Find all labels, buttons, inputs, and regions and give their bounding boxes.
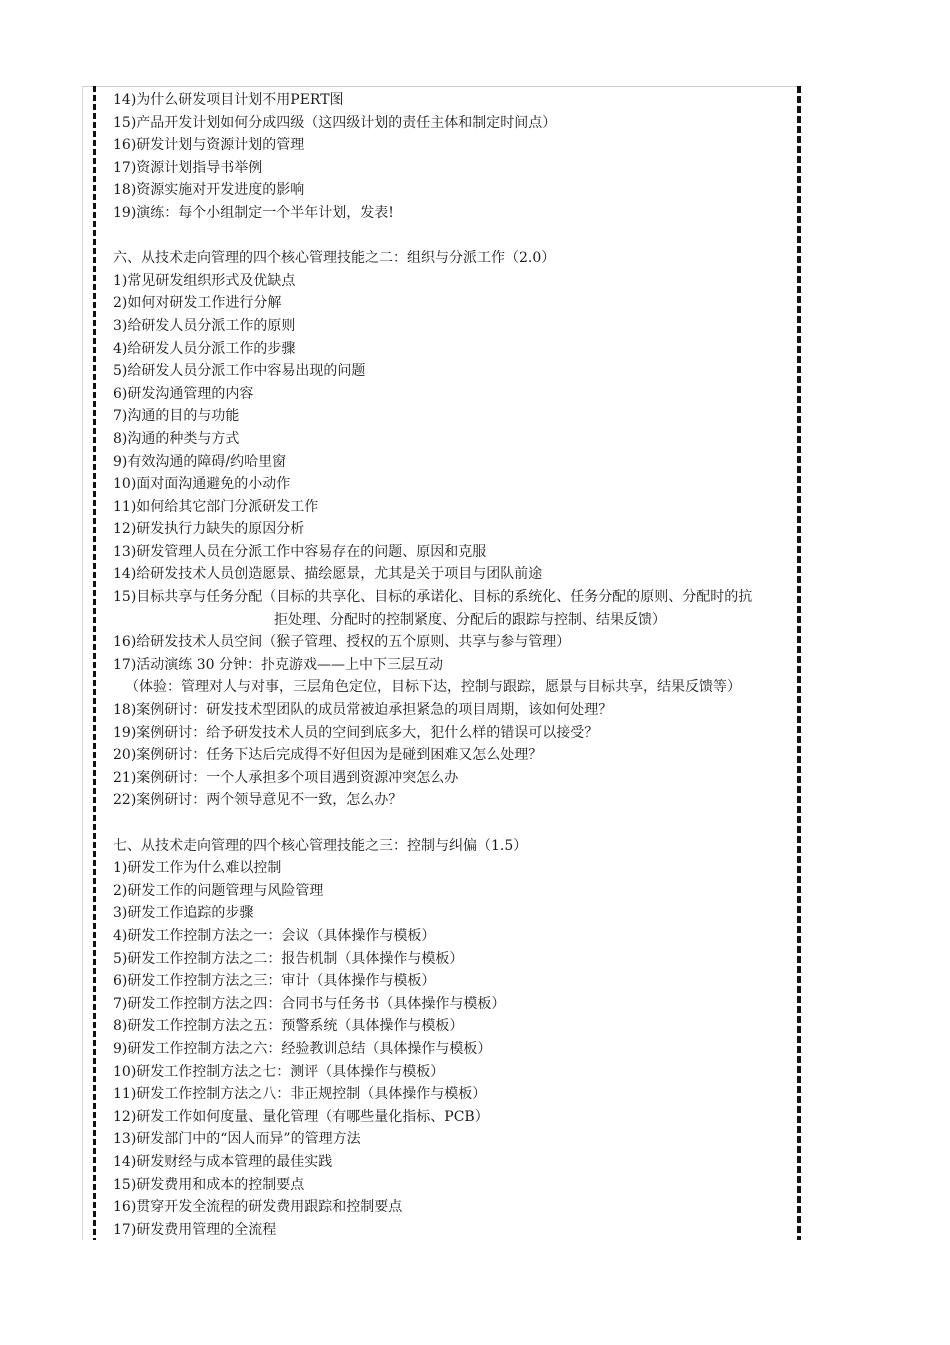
list-item: 7)沟通的目的与功能: [113, 408, 240, 425]
list-item: 6)研发工作控制方法之三：审计（具体操作与模板）: [113, 973, 436, 990]
list-item: 19)演练：每个小组制定一个半年计划，发表!: [113, 204, 394, 221]
list-item: 15)产品开发计划如何分成四级（这四级计划的责任主体和制定时间点）: [113, 114, 557, 131]
left-margin-line: [82, 86, 83, 1240]
list-item: 17)活动演练 30 分钟：扑克游戏——上中下三层互动: [113, 656, 443, 673]
list-item: 12)研发执行力缺失的原因分析: [113, 521, 305, 538]
paragraph-gap: [113, 225, 873, 248]
list-item: 11)如何给其它部门分派研发工作: [113, 498, 319, 515]
list-item: 15)目标共享与任务分配（目标的共享化、目标的承诺化、目标的系统化、任务分配的原则、分配时的抗: [113, 589, 753, 606]
left-dashed-border: [93, 86, 96, 1240]
list-item: 18)资源实施对开发进度的影响: [113, 182, 305, 199]
list-item: 17)资源计划指导书举例: [113, 159, 263, 176]
list-item-continuation: 拒处理、分配时的控制紧度、分配后的跟踪与控制、结果反馈）: [274, 611, 666, 628]
list-item: 4)研发工作控制方法之一：会议（具体操作与模板）: [113, 927, 436, 944]
top-rule: [82, 86, 802, 87]
list-item: 2)研发工作的问题管理与风险管理: [113, 882, 324, 899]
list-item: 4)给研发人员分派工作的步骤: [113, 340, 296, 357]
list-item: 16)给研发技术人员空间（猴子管理、授权的五个原则、共享与参与管理）: [113, 634, 571, 651]
list-item: 22)案例研讨：两个领导意见不一致，怎么办？: [113, 792, 403, 809]
document-content: [113, 89, 873, 1241]
list-item: 9)研发工作控制方法之六：经验教训总结（具体操作与模板）: [113, 1040, 492, 1057]
list-item: 16)研发计划与资源计划的管理: [113, 137, 305, 154]
list-item: 19)案例研讨：给予研发技术人员的空间到底多大，犯什么样的错误可以接受？: [113, 724, 599, 741]
list-item: 13)研发管理人员在分派工作中容易存在的问题、原因和克服: [113, 543, 487, 560]
list-item: 5)研发工作控制方法之二：报告机制（具体操作与模板）: [113, 950, 464, 967]
list-item: 16)贯穿开发全流程的研发费用跟踪和控制要点: [113, 1199, 403, 1216]
list-item: 2)如何对研发工作进行分解: [113, 295, 282, 312]
list-item: 17)研发费用管理的全流程: [113, 1221, 277, 1238]
list-item: 21)案例研讨：一个人承担多个项目遇到资源冲突怎么办: [113, 769, 459, 786]
list-item: 1)研发工作为什么难以控制: [113, 860, 282, 877]
list-item: 9)有效沟通的障碍/约哈里窗: [113, 453, 287, 470]
list-item: 14)研发财经与成本管理的最佳实践: [113, 1153, 333, 1170]
paragraph-gap: [113, 812, 873, 835]
list-item: 12)研发工作如何度量、量化管理（有哪些量化指标、PCB）: [113, 1108, 489, 1125]
list-item: 14)为什么研发项目计划不用PERT图: [113, 92, 344, 108]
list-item: 14)给研发技术人员创造愿景、描绘愿景，尤其是关于项目与团队前途: [113, 566, 543, 583]
list-item: 3)给研发人员分派工作的原则: [113, 317, 296, 334]
list-item: 11)研发工作控制方法之八：非正规控制（具体操作与模板）: [113, 1086, 487, 1103]
list-item: 20)案例研讨：任务下达后完成得不好但因为是碰到困难又怎么处理？: [113, 747, 543, 764]
list-item: 15)研发费用和成本的控制要点: [113, 1176, 305, 1193]
list-item: 8)研发工作控制方法之五：预警系统（具体操作与模板）: [113, 1018, 464, 1035]
list-item: 13)研发部门中的“因人而异”的管理方法: [113, 1131, 361, 1148]
list-item: 1)常见研发组织形式及优缺点: [113, 272, 296, 289]
list-item-note: （体验：管理对人与对事，三层角色定位，目标下达，控制与跟踪，愿景与目标共享，结果反馈等）: [125, 679, 741, 696]
list-item: 3)研发工作追踪的步骤: [113, 905, 254, 922]
list-item: 8)沟通的种类与方式: [113, 430, 240, 447]
list-item: 7)研发工作控制方法之四：合同书与任务书（具体操作与模板）: [113, 995, 506, 1012]
section-heading-7: 七、从技术走向管理的四个核心管理技能之三：控制与纠偏（1.5）: [113, 837, 528, 854]
list-item: 10)研发工作控制方法之七：测评（具体操作与模板）: [113, 1063, 445, 1080]
list-item: 6)研发沟通管理的内容: [113, 385, 254, 402]
list-item: 18)案例研讨：研发技术型团队的成员常被迫承担紧急的项目周期，该如何处理？: [113, 702, 613, 719]
section-heading-6: 六、从技术走向管理的四个核心管理技能之二：组织与分派工作（2.0）: [113, 250, 556, 267]
list-item: 5)给研发人员分派工作中容易出现的问题: [113, 363, 366, 380]
list-item: 10)面对面沟通避免的小动作: [113, 476, 291, 493]
